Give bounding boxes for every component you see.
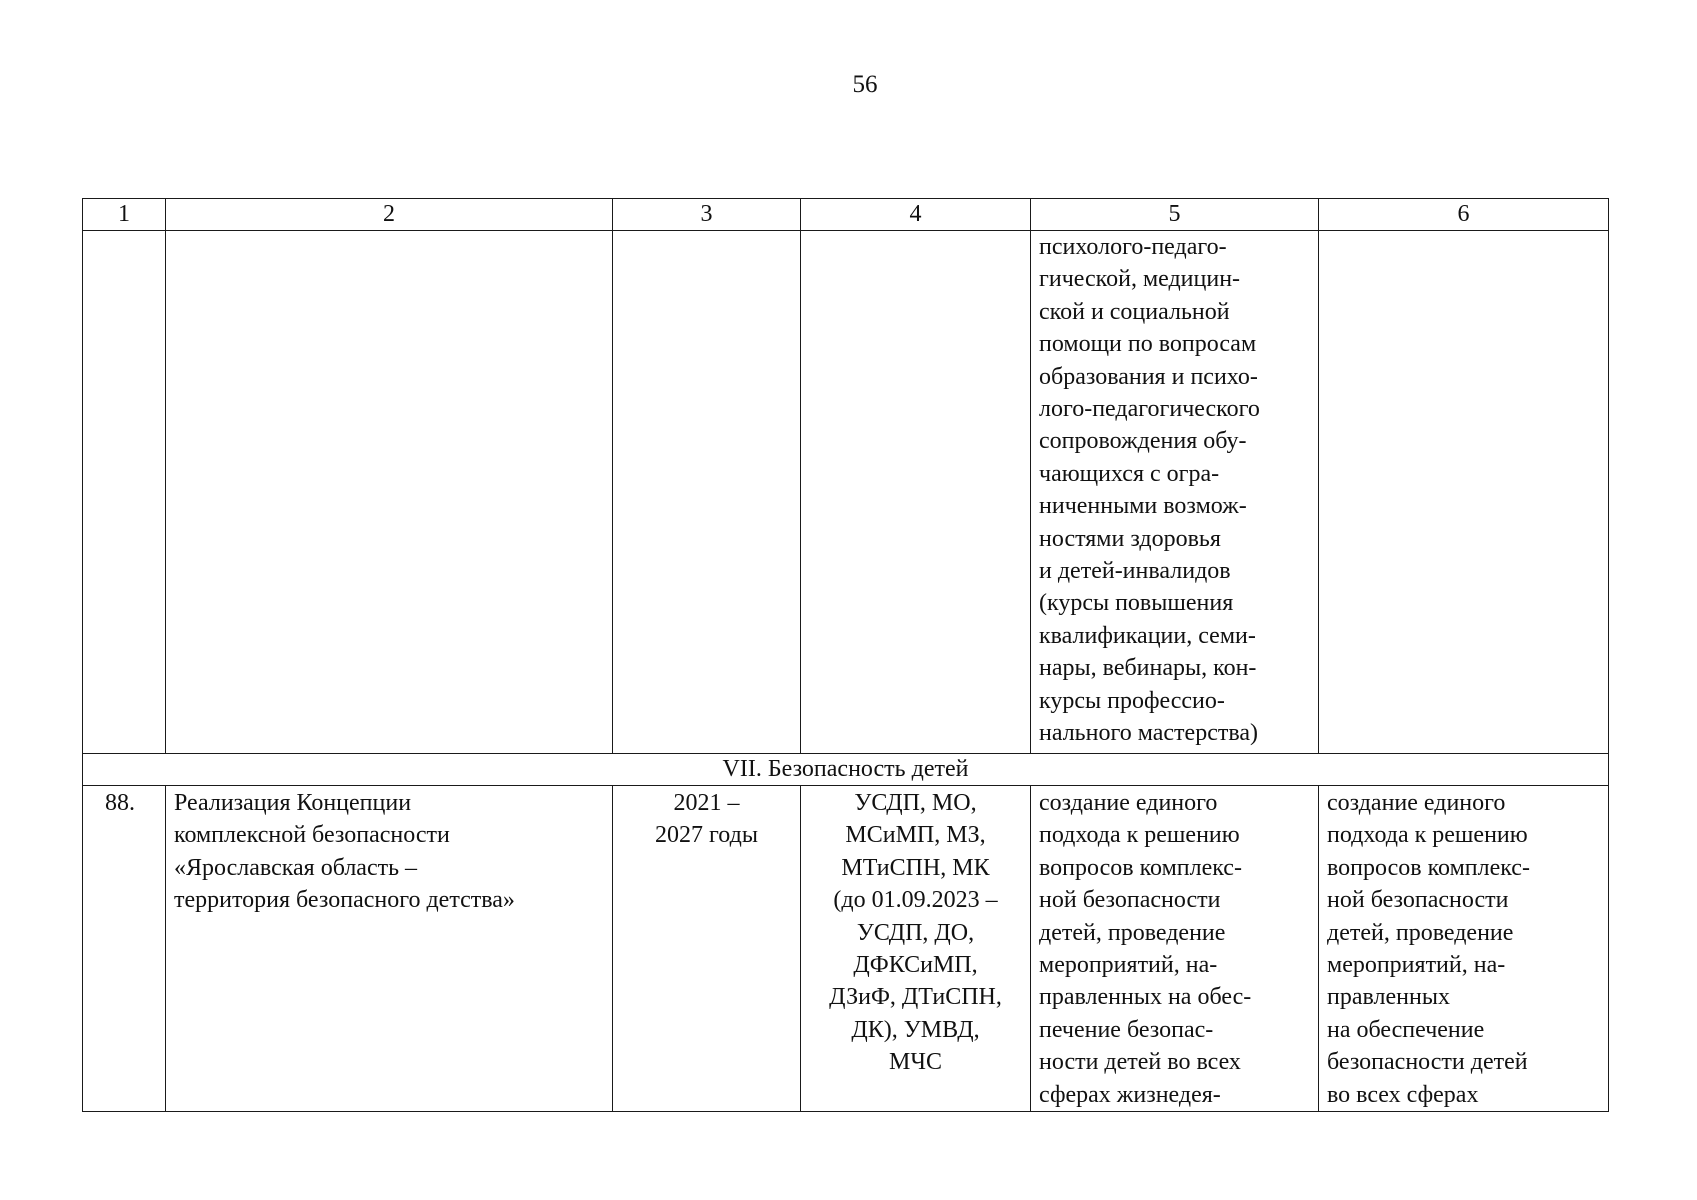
page-number: 56 bbox=[852, 71, 878, 98]
measures-table bbox=[82, 198, 1609, 1112]
cell-88-number: 88. bbox=[83, 786, 166, 1112]
table-row-continuation bbox=[83, 231, 1609, 754]
cell-88-result: создание единого подхода к решению вопросов комплекс- ной безопасности детей, проведение мероприятий, на- правленных на обес- печение безопас- ности детей во всех сферах жизнедея- bbox=[1031, 786, 1319, 1112]
cell-continuation-executors bbox=[801, 231, 1031, 754]
column-number-2: 2 bbox=[166, 199, 613, 231]
cell-88-indicator: создание единого подхода к решению вопросов комплекс- ной безопасности детей, проведение мероприятий, на- правленных на обеспечение безопасности детей во всех сферах bbox=[1319, 786, 1609, 1112]
column-number-3: 3 bbox=[613, 199, 801, 231]
cell-continuation-result: психолого-педаго- гической, медицин- ской и социальной помощи по вопросам образования и психо- лого-педагогического сопровождения обу- чающихся с огра- ниченными возмож- ностями здоровья и детей-инвалидов (курсы повышения квалификации, семи- нары, вебинары, кон- курсы профессио- нального мастерства) bbox=[1031, 231, 1319, 754]
table-section-row bbox=[83, 754, 1609, 786]
column-number-5: 5 bbox=[1031, 199, 1319, 231]
table-row-88 bbox=[83, 786, 1609, 1112]
column-number-4: 4 bbox=[801, 199, 1031, 231]
section-title: VII. Безопасность детей bbox=[83, 754, 1609, 786]
cell-continuation-measure bbox=[166, 231, 613, 754]
cell-88-measure: Реализация Концепции комплексной безопасности «Ярославская область – территория безопасного детства» bbox=[166, 786, 613, 1112]
column-number-6: 6 bbox=[1319, 199, 1609, 231]
table-header-row bbox=[83, 199, 1609, 231]
cell-continuation-indicator bbox=[1319, 231, 1609, 754]
cell-continuation-period bbox=[613, 231, 801, 754]
cell-continuation-number bbox=[83, 231, 166, 754]
cell-88-period: 2021 – 2027 годы bbox=[613, 786, 801, 1112]
column-number-1: 1 bbox=[83, 199, 166, 231]
cell-88-executors: УСДП, МО, МСиМП, МЗ, МТиСПН, МК (до 01.09.2023 – УСДП, ДО, ДФКСиМП, ДЗиФ, ДТиСПН, ДК), УМВД, МЧС bbox=[801, 786, 1031, 1112]
